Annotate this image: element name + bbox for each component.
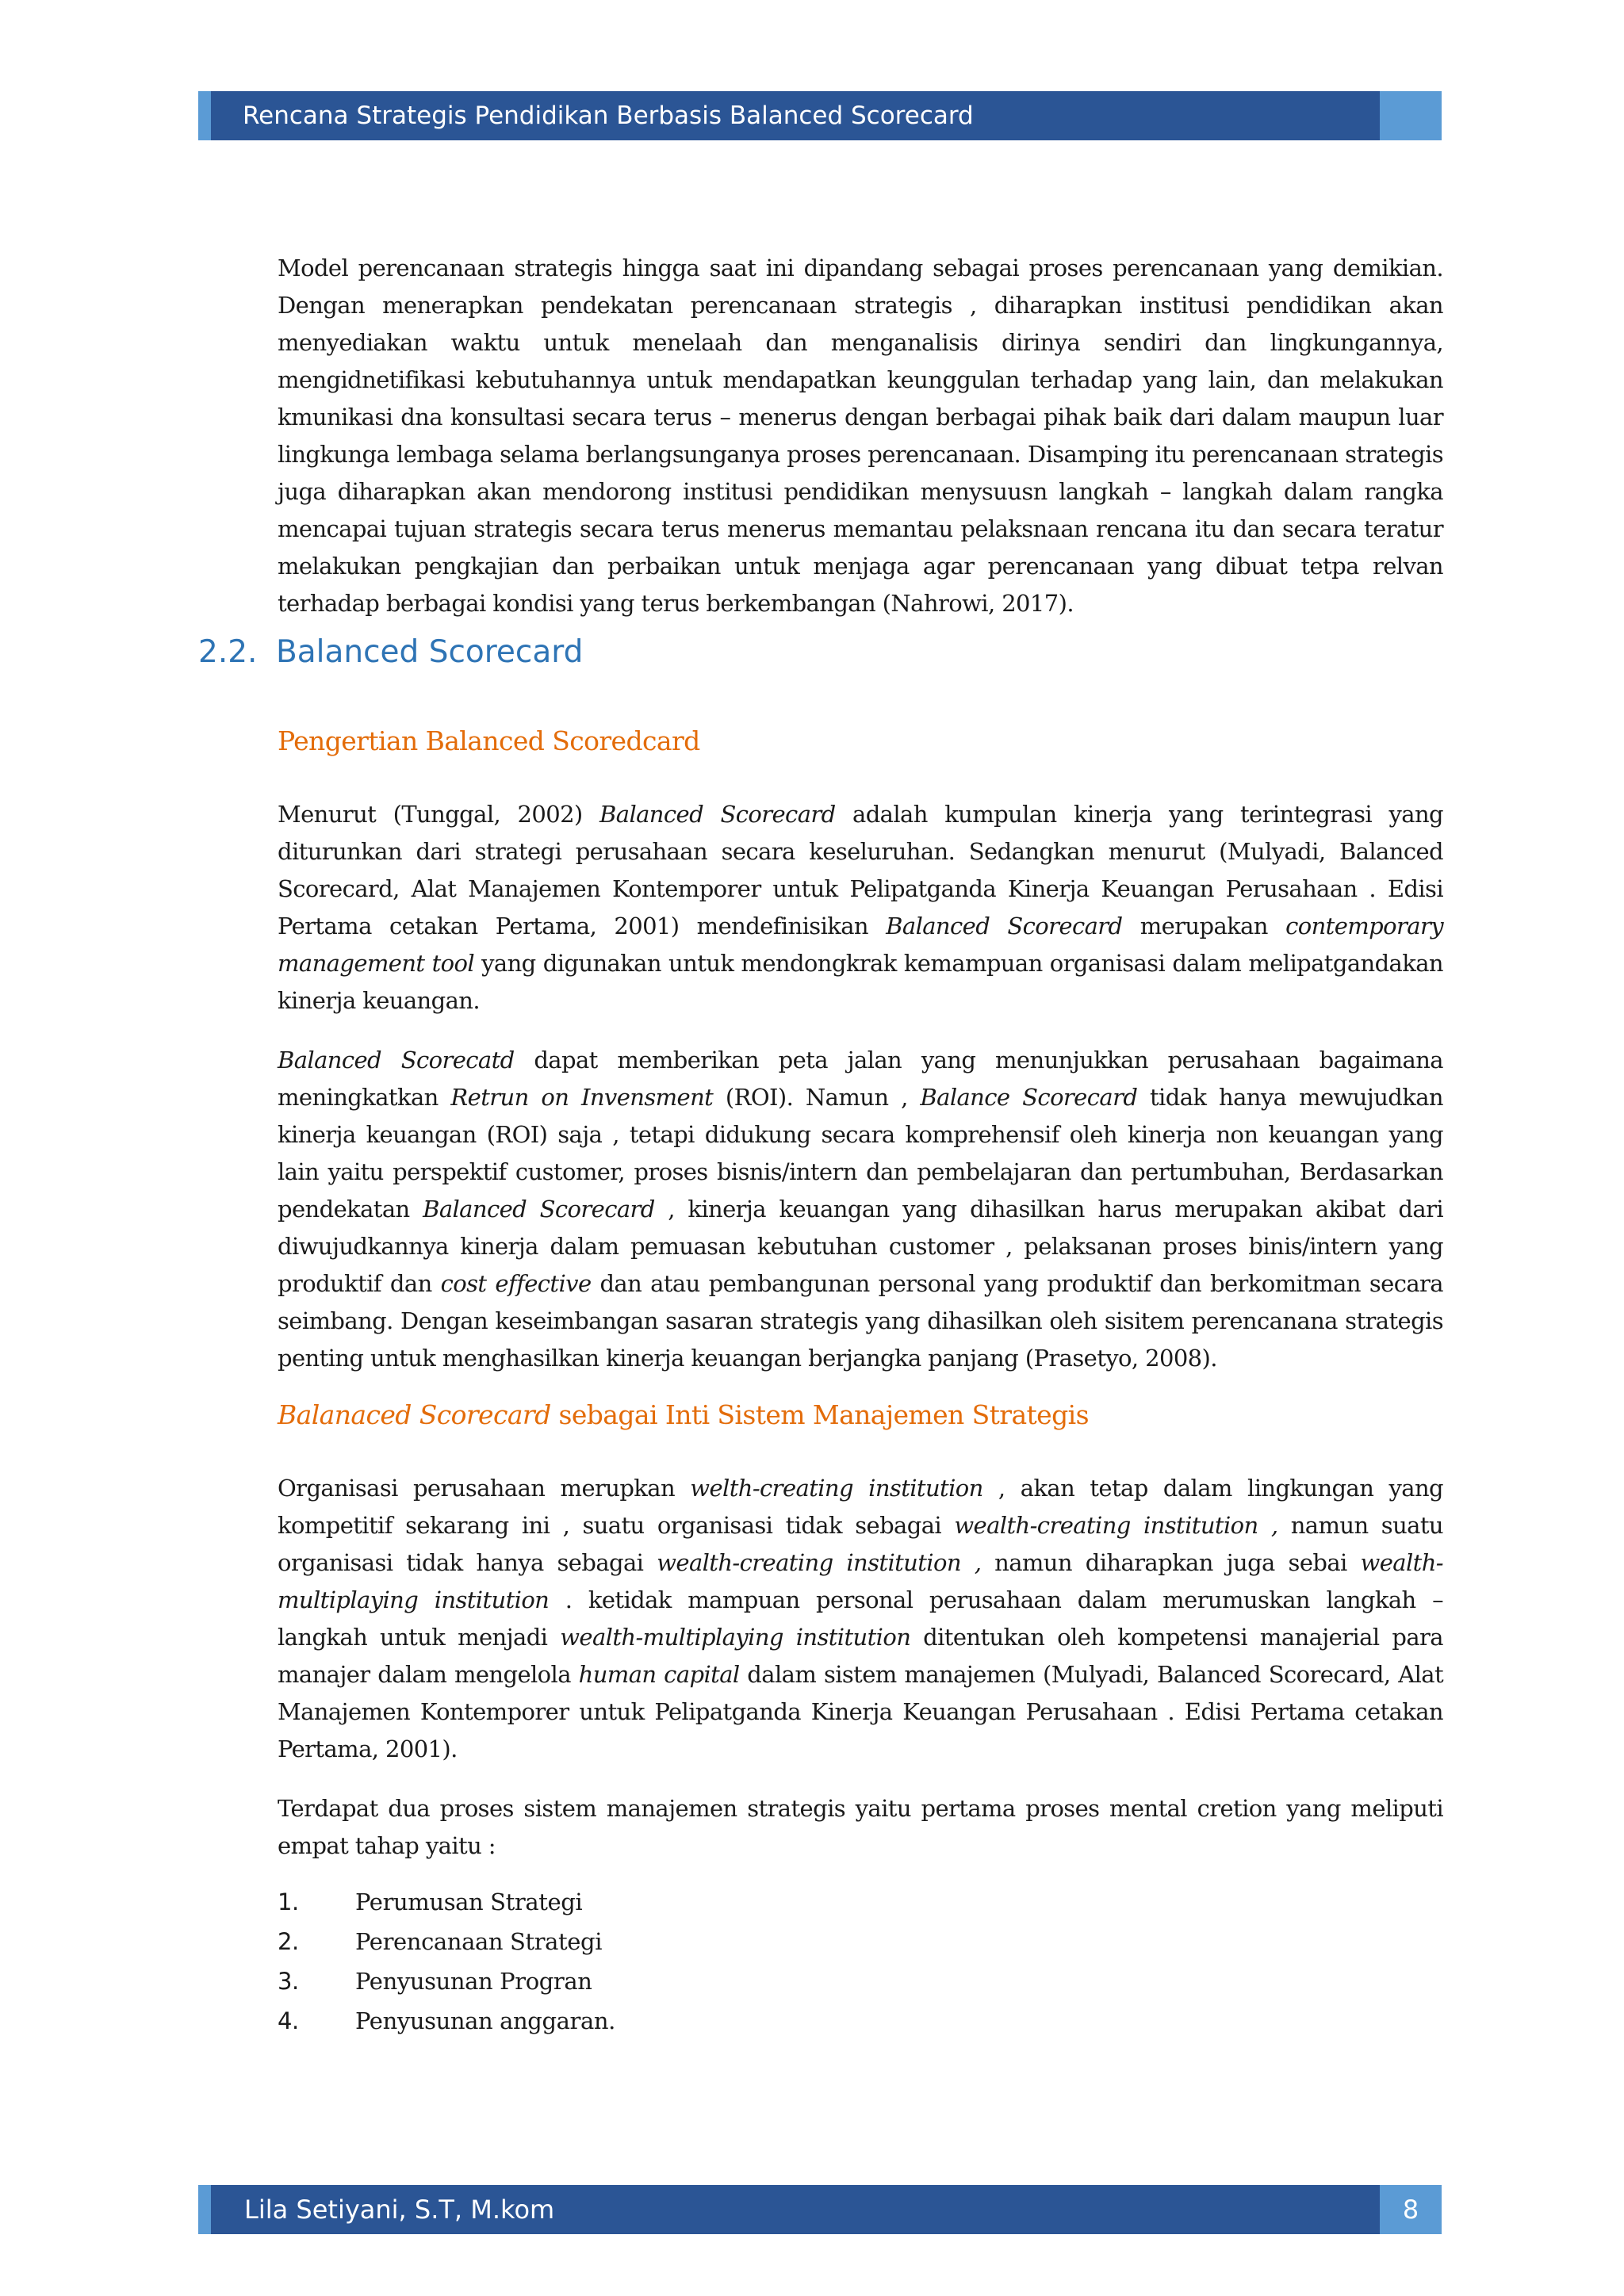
text: adalah kumpulan kinerja yang terintegrasi yang diturunkan dari strategi perusahaan secara keseluruhan. Sedangkan menurut (Mulyadi, Balanced Scorecard, Alat Manajemen Kontemporer untuk Pelipatganda Kinerja Keuangan Perusahaan . Edisi Pertama cetakan Pertama, 2001) mendefinisikan	[278, 801, 1443, 939]
italic-term: Balanced Scorecatd	[278, 1047, 515, 1073]
list-item	[278, 1922, 1443, 1961]
italic-term: contemporary management tool	[278, 913, 1443, 977]
text: . ketidak mampuan personal perusahaan dalam merumuskan langkah – langkah untuk menjadi	[278, 1586, 1444, 1651]
header-tab	[1380, 91, 1442, 140]
paragraph-process: Terdapat dua proses sistem manajemen strategis yaitu pertama proses mental cretion yang meliputi empat tahap yaitu :	[278, 1795, 1443, 1859]
italic-term: cost effective	[440, 1270, 592, 1297]
text: Menurut (Tunggal, 2002)	[278, 801, 600, 828]
text: , akan tetap dalam lingkungan yang kompetitif sekarang ini , suatu organisasi tidak sebagai	[278, 1475, 1443, 1539]
text: sebagai Inti Sistem Manajemen Strategis	[550, 1399, 1089, 1430]
list-number: 2.	[278, 1928, 299, 1955]
page-footer	[198, 2185, 1442, 2234]
italic-term: wealth-creating institution ,	[657, 1549, 982, 1576]
text: dalam sistem manajemen (Mulyadi, Balanced Scorecard, Alat Manajemen Kontemporer untuk Pelipatganda Kinerja Keuangan Perusahaan . Edisi Pertama cetakan Pertama, 2001).	[278, 1661, 1444, 1762]
text: dan atau pembangunan personal yang produktif dan berkomitman secara seimbang. Dengan keseimbangan sasaran strategis yang dihasilkan oleh sisitem perencanana strategis penting untuk menghasilkan kinerja keuangan berjangka panjang (Prasetyo, 2008).	[278, 1270, 1443, 1372]
paragraph-roi	[278, 1042, 1443, 1377]
page-content	[278, 250, 1443, 2041]
section-heading-spacer	[278, 645, 1443, 725]
paragraph-definition	[278, 796, 1443, 1020]
list-item	[278, 1961, 1443, 2001]
section-title: Balanced Scorecard	[276, 634, 584, 670]
italic-term: welth-creating institution	[690, 1475, 983, 1502]
text: ditentukan oleh kompetensi manajerial para manajer dalam mengelola	[278, 1624, 1443, 1688]
list-text: Penyusunan anggaran.	[355, 2007, 615, 2034]
text: yang digunakan untuk mendongkrak kemampuan organisasi dalam melipatgandakan kinerja keuangan.	[278, 950, 1443, 1014]
list-text: Perencanaan Strategi	[355, 1928, 603, 1955]
list-text: Penyusunan Progran	[355, 1968, 592, 1995]
text: tidak hanya mewujudkan kinerja keuangan (ROI) saja , tetapi didukung secara komprehensif oleh kinerja non keuangan yang lain yaitu perspektif customer, proses bisnis/intern dan pembelajaran dan pertumbuhan, Berdasarkan pendekatan	[278, 1084, 1443, 1223]
paragraph-intro: Model perencanaan strategis hingga saat ini dipandang sebagai proses perencanaan yang demikian. Dengan menerapkan pendekatan perencanaan strategis , diharapkan institusi pendidikan akan menyediakan waktu untuk menelaah dan menganalisis dirinya sendiri dan lingkungannya, mengidnetifikasi kebutuhannya untuk mendapatkan keunggulan terhadap yang lain, dan melakukan kmunikasi dna konsultasi secara terus – menerus dengan berbagai pihak baik dari dalam maupun luar lingkunga lembaga selama berlangsunganya proses perencanaan. Disamping itu perencanaan strategis juga diharapkan akan mendorong institusi pendidikan menysuusn langkah – langkah dalam rangka mencapai tujuan strategis secara terus menerus memantau pelaksnaan rencana itu dan secara teratur melakukan pengkajian dan perbaikan untuk menjaga agar perencanaan yang dibuat tetpa relvan terhadap berbagai kondisi yang terus berkembangan (Nahrowi, 2017).	[278, 254, 1443, 617]
page-number: 8	[1402, 2195, 1419, 2225]
italic-term: Balanced Scorecard	[599, 801, 836, 828]
page-number-tab	[1380, 2185, 1442, 2234]
text: namun suatu organisasi tidak hanya sebagai	[278, 1512, 1443, 1576]
header-accent	[198, 91, 211, 140]
list-item	[278, 1882, 1443, 1922]
text: Organisasi perusahaan merupkan	[278, 1475, 691, 1502]
list-item	[278, 2001, 1443, 2041]
italic-term: Balanced Scorecard	[423, 1196, 655, 1223]
footer-author: Lila Setiyani, S.T, M.kom	[244, 2195, 555, 2225]
text: merupakan	[1122, 913, 1286, 939]
paragraph-organization	[278, 1470, 1443, 1768]
italic-term: human capital	[578, 1661, 740, 1688]
italic-term: Balanaced Scorecard	[278, 1399, 551, 1430]
italic-term: Balance Scorecard	[920, 1084, 1138, 1111]
footer-accent	[198, 2185, 211, 2234]
section-number: 2.2.	[198, 634, 258, 670]
italic-term: Balanced Scorecard	[886, 913, 1123, 939]
stages-list	[278, 1882, 1443, 2041]
text: namun diharapkan juga sebai	[981, 1549, 1361, 1576]
italic-term: wealth-multiplaying institution	[560, 1624, 911, 1651]
text: (ROI). Namun ,	[713, 1084, 921, 1111]
italic-term: wealth-multiplaying institution	[278, 1549, 1443, 1613]
italic-term: Retrun on Invensment	[450, 1084, 714, 1111]
list-number: 1.	[278, 1888, 299, 1915]
subheading-core-system	[278, 1399, 1443, 1430]
italic-term: wealth-creating institution ,	[954, 1512, 1278, 1539]
subheading-definition: Pengertian Balanced Scoredcard	[278, 725, 700, 756]
text: dapat memberikan peta jalan yang menunjukkan perusahaan bagaimana meningkatkan	[278, 1047, 1443, 1111]
list-text: Perumusan Strategi	[355, 1888, 583, 1915]
text: , kinerja keuangan yang dihasilkan harus merupakan akibat dari diwujudkannya kinerja dalam pemuasan kebutuhan customer , pelaksanan proses binis/intern yang produktif dan	[278, 1196, 1444, 1297]
list-number: 4.	[278, 2007, 299, 2034]
header-title: Rencana Strategis Pendidikan Berbasis Balanced Scorecard	[243, 101, 974, 130]
page-header	[198, 91, 1442, 140]
list-number: 3.	[278, 1968, 299, 1995]
